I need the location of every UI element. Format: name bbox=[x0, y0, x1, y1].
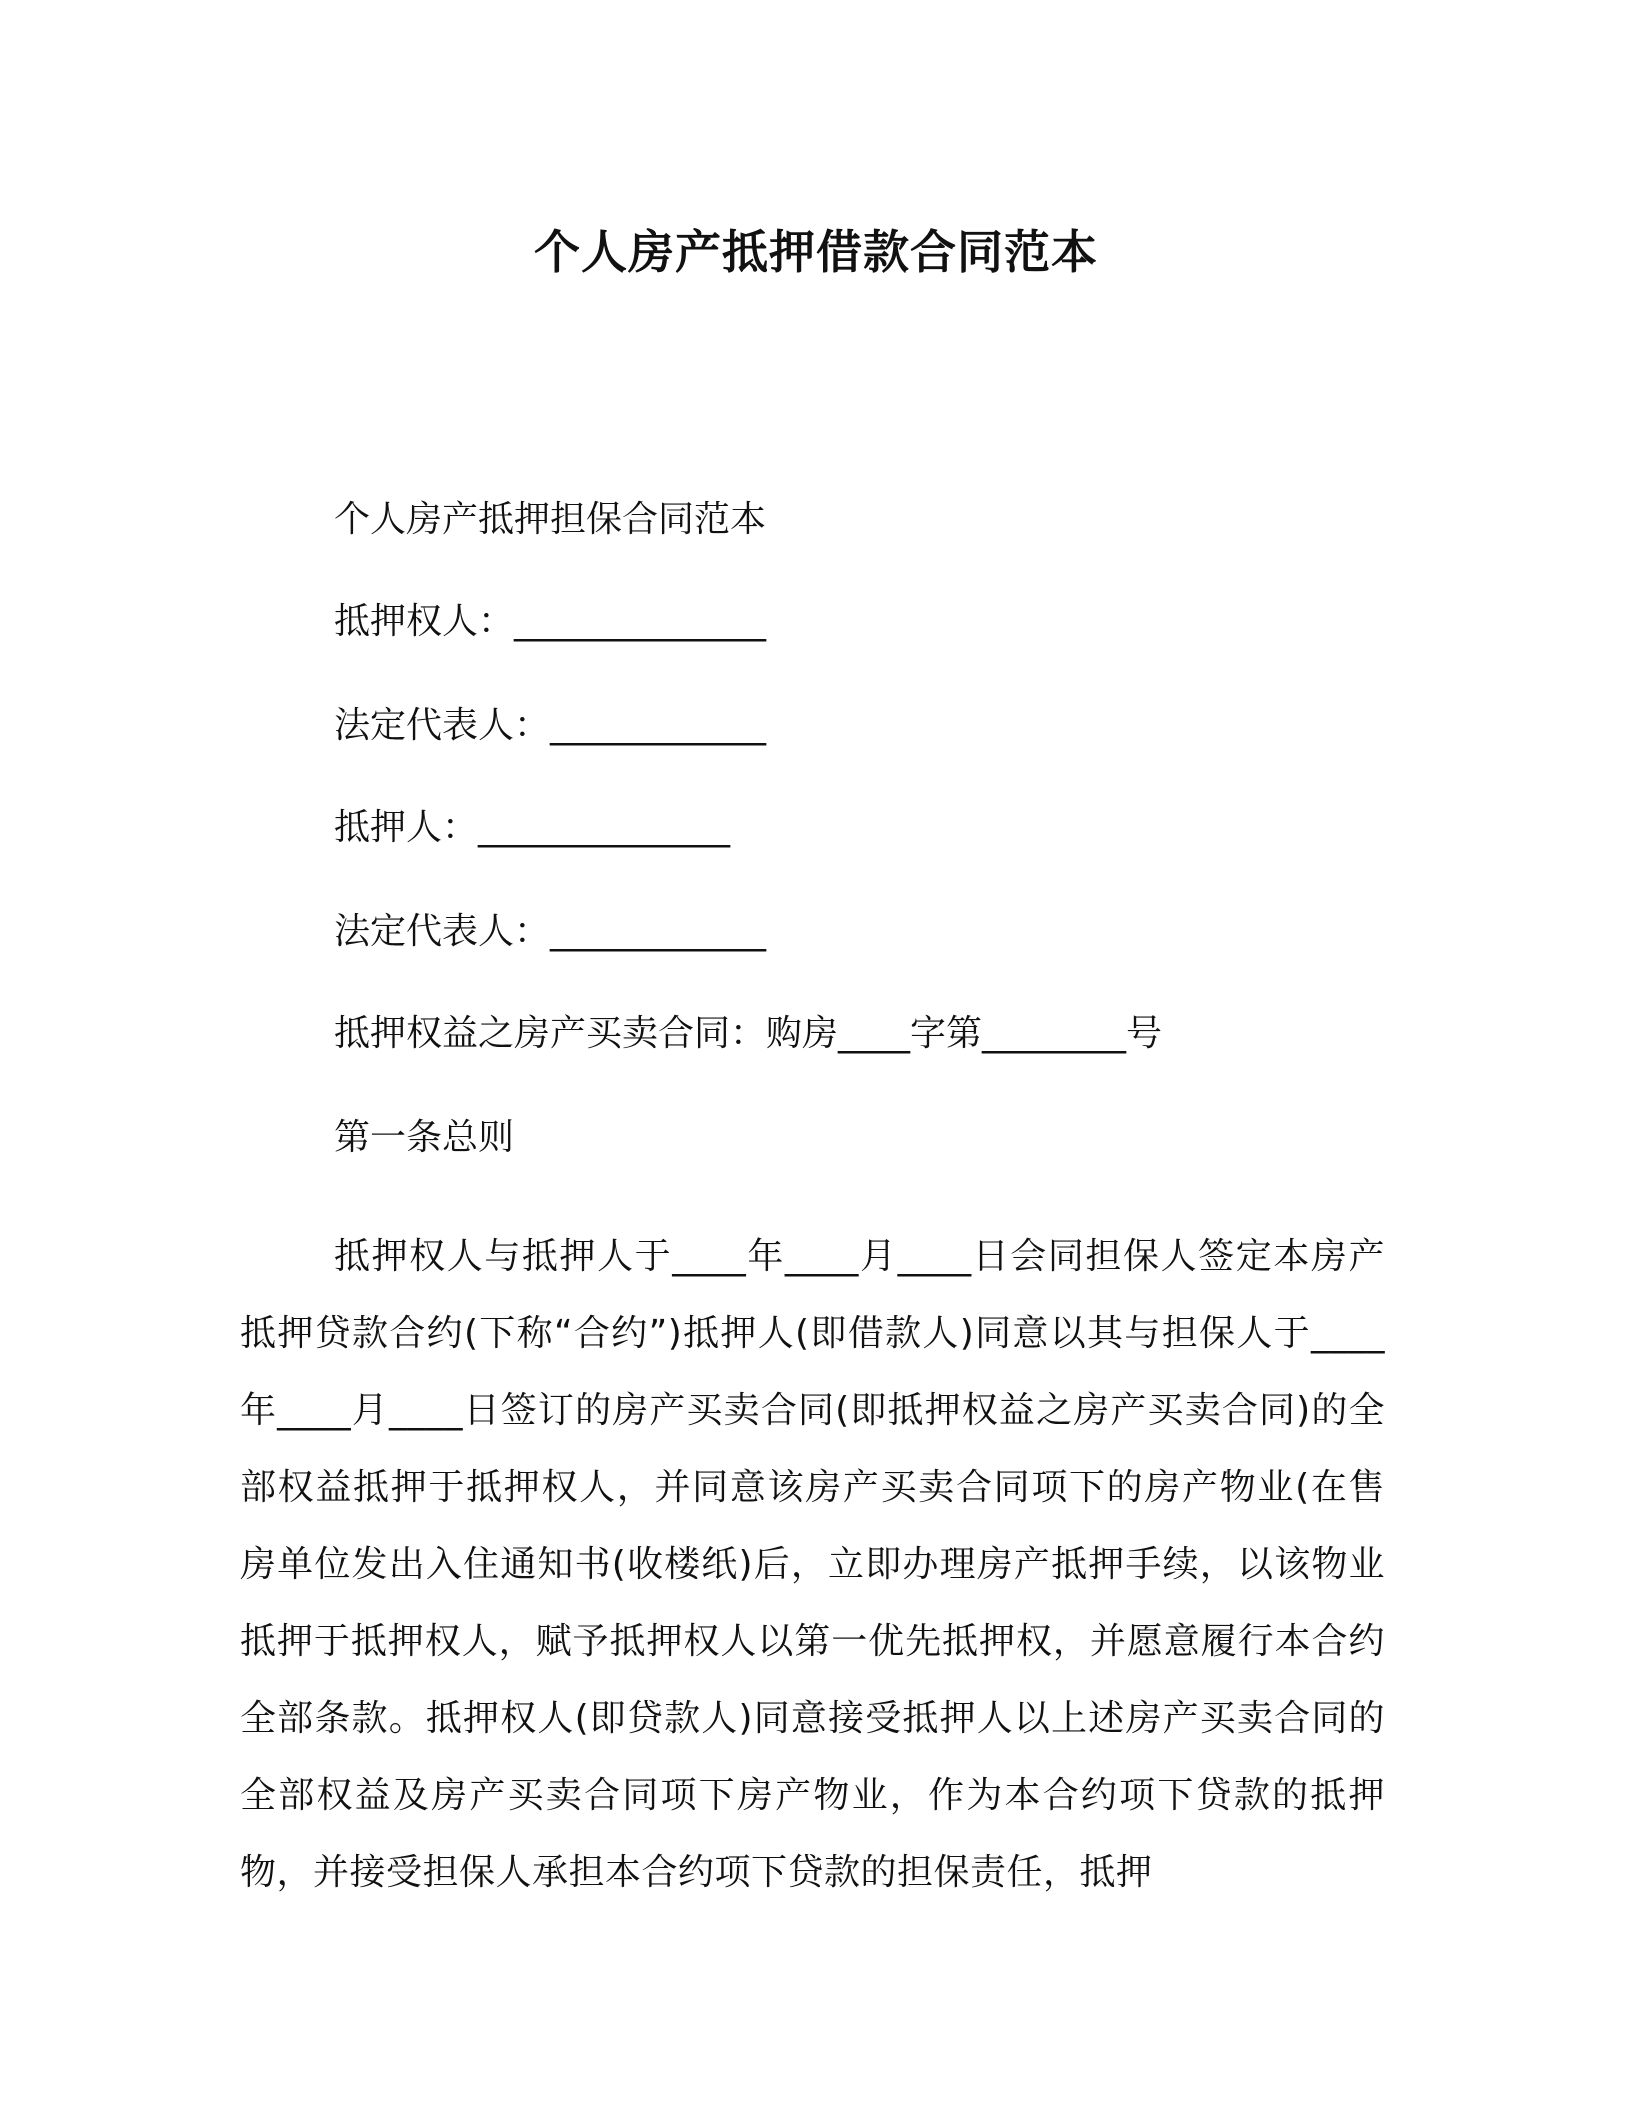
field-purchase-contract: 抵押权益之房产买卖合同：购房____字第________号 bbox=[334, 1013, 1163, 1054]
section-heading: 第一条总则 bbox=[334, 1117, 515, 1158]
field-mortgagee: 抵押权人：______________ bbox=[334, 601, 767, 642]
field-mortgagor-legal-rep: 法定代表人：____________ bbox=[334, 911, 767, 952]
document-title: 个人房产抵押借款合同范本 bbox=[534, 225, 1098, 279]
field-mortgagor: 抵押人：______________ bbox=[334, 807, 731, 848]
field-mortgagee-legal-rep: 法定代表人：____________ bbox=[334, 705, 767, 746]
section-body-paragraph: 抵押权人与抵押人于____年____月____日会同担保人签定本房产抵押贷款合约(下称“合约”)抵押人(即借款人)同意以其与担保人于____年____月____日签订的房产买卖合同(即抵押权益之房产买卖合同)的全部权益抵押于抵押权人，并同意该房产买卖合同项下的房产物业(在售房单位发出入住通知书(收楼纸)后，立即办理房产抵押手续，以该物业抵押于抵押权人，赋予抵押权人以第一优先抵押权，并愿意履行本合约全部条款。抵押权人(即贷款人)同意接受抵押人以上述房产买卖合同的全部权益及房产买卖合同项下房产物业，作为本合约项下贷款的抵押物，并接受担保人承担本合约项下贷款的担保责任，抵押 bbox=[240, 1236, 1385, 1893]
document-subtitle: 个人房产抵押担保合同范本 bbox=[334, 499, 767, 540]
